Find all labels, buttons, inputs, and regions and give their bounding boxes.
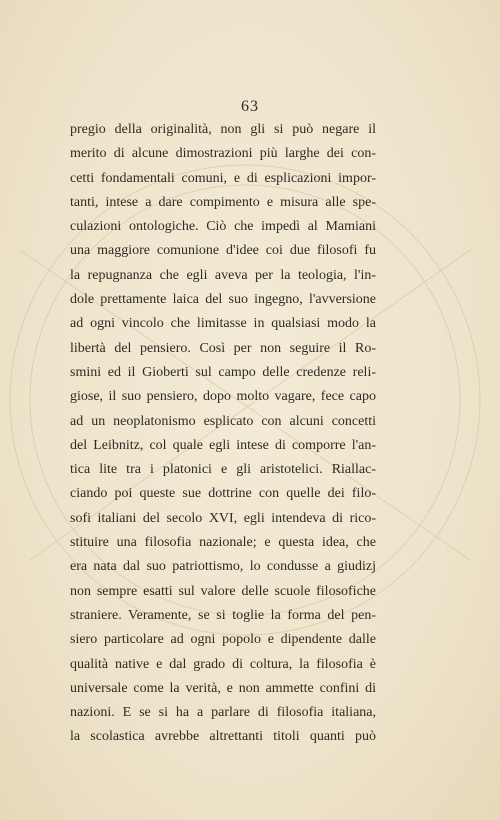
text-line: culazioni ontologiche. Ciò che impedì al Mamiani (70, 219, 376, 235)
text-line: pregio della originalità, non gli si può negare il (70, 122, 376, 137)
text-line: stituire una filosofia nazionale; e questa idea, che (70, 535, 376, 551)
text-line: non sempre esatti sul valore delle scuole filosofiche (70, 583, 376, 599)
text-line: siero particolare ad ogni popolo e dipendente dalle (70, 632, 376, 648)
text-line: era nata dal suo patriottismo, lo condusse a giudizj (70, 559, 376, 575)
text-line: giose, il suo pensiero, dopo molto vagare, fece capo (70, 389, 376, 405)
text-line: dole prettamente laica del suo ingegno, l'avversione (70, 292, 376, 308)
text-line: sofi italiani del secolo XVI, egli intendeva di rico- (70, 510, 376, 526)
text-line: ciando poi queste sue dottrine con quelle dei filo- (70, 486, 376, 502)
text-line: una maggiore comunione d'idee coi due filosofi fu (70, 243, 376, 259)
text-line: cetti fondamentali comuni, e di esplicazioni impor- (70, 170, 376, 186)
text-line: smini ed il Gioberti sul campo delle credenze reli- (70, 364, 376, 380)
text-line: la scolastica avrebbe altrettanti titoli quanti può (70, 729, 376, 745)
text-line: la repugnanza che egli aveva per la teologia, l'in- (70, 267, 376, 283)
text-line: ad un neoplatonismo esplicato con alcuni concetti (70, 413, 376, 429)
page-number: 63 (241, 98, 259, 115)
text-line: tica lite tra i platonici e gli aristotelici. Riallac- (70, 462, 376, 478)
text-line: nazioni. E se si ha a parlare di filosofia italiana, (70, 705, 376, 721)
text-line: qualità native e dal grado di coltura, la filosofia è (70, 656, 376, 672)
body-text (70, 118, 376, 750)
text-line: universale come la verità, e non ammette confini di (70, 680, 376, 696)
text-line: merito di alcune dimostrazioni più larghe dei con- (70, 146, 376, 162)
text-line: ad ogni vincolo che limitasse in qualsiasi modo la (70, 316, 376, 332)
text-line: del Leibnitz, col quale egli intese di comporre l'an- (70, 437, 376, 453)
text-line: straniere. Veramente, se si toglie la forma del pen- (70, 607, 376, 623)
text-line: libertà del pensiero. Così per non seguire il Ro- (70, 340, 376, 356)
text-line: tanti, intese a dare compimento e misura alle spe- (70, 194, 376, 210)
